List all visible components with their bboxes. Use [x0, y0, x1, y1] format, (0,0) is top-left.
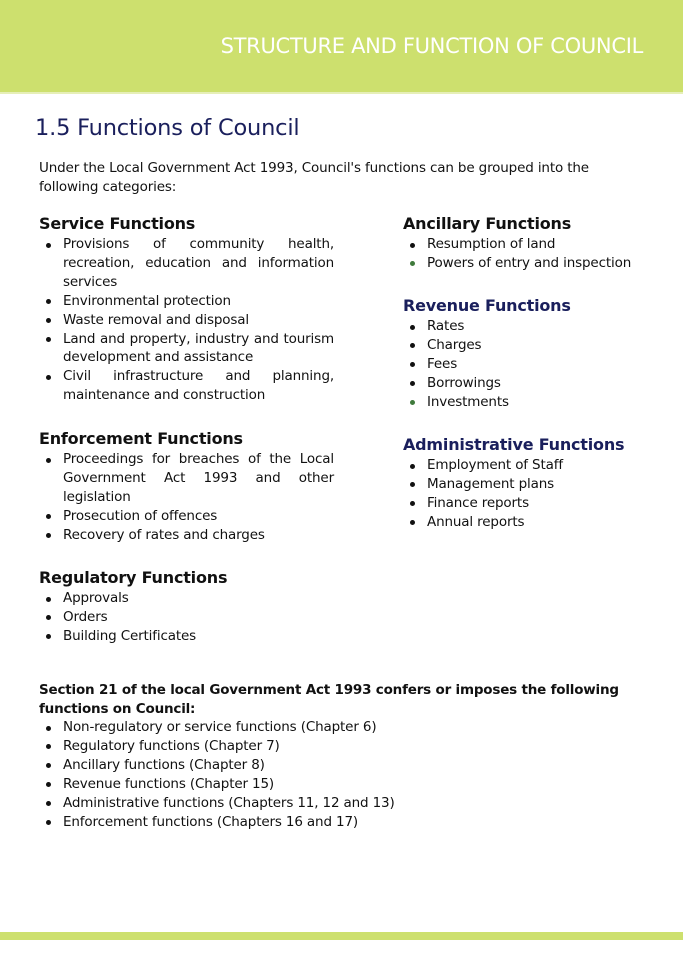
list-item: Powers of entry and inspection [427, 254, 663, 273]
list-item: Investments [427, 393, 663, 412]
page-header-title: STRUCTURE AND FUNCTION OF COUNCIL [220, 34, 643, 58]
list-item: Resumption of land [427, 235, 663, 254]
list-item: Borrowings [427, 374, 663, 393]
list-item: Regulatory functions (Chapter 7) [63, 737, 649, 756]
list-item: Provisions of community health, recreation, education and information services [63, 236, 334, 290]
list-item: Approvals [63, 589, 334, 608]
revenue-functions-list [403, 317, 663, 412]
enforcement-functions-block [39, 429, 334, 545]
list-item: Building Certificates [63, 627, 334, 646]
list-item: Land and property, industry and tourism development and assistance [63, 330, 334, 366]
list-item: Charges [427, 336, 663, 355]
list-item: Employment of Staff [427, 456, 663, 475]
regulatory-functions-heading: Regulatory Functions [39, 568, 228, 587]
service-functions-heading: Service Functions [39, 214, 196, 233]
list-item: Enforcement functions (Chapters 16 and 17) [63, 813, 649, 832]
section21-block [39, 718, 649, 831]
list-item: Administrative functions (Chapters 11, 12 and 13) [63, 794, 649, 813]
ancillary-functions-list [403, 235, 663, 273]
list-item: Prosecution of offences [63, 507, 334, 526]
regulatory-functions-block [39, 568, 334, 646]
administrative-functions-block [403, 435, 663, 532]
administrative-functions-heading: Administrative Functions [403, 435, 625, 454]
administrative-functions-list [403, 456, 663, 532]
service-functions-list [39, 235, 334, 405]
list-item: Civil infrastructure and planning, maintenance and construction [63, 368, 334, 404]
list-item: Management plans [427, 475, 663, 494]
list-item: Ancillary functions (Chapter 8) [63, 756, 649, 775]
list-item: Fees [427, 355, 663, 374]
list-item: Proceedings for breaches of the Local Government Act 1993 and other legislation [63, 451, 334, 505]
section21-list [39, 718, 649, 831]
list-item: Annual reports [427, 513, 663, 532]
list-item: Orders [63, 608, 334, 627]
ancillary-functions-heading: Ancillary Functions [403, 214, 572, 233]
section21-heading: Section 21 of the local Government Act 1993 confers or imposes the following functions on Council: [39, 682, 619, 717]
list-item: Finance reports [427, 494, 663, 513]
ancillary-functions-block [403, 214, 663, 273]
list-item: Waste removal and disposal [63, 311, 334, 330]
list-item: Non-regulatory or service functions (Chapter 6) [63, 718, 649, 737]
revenue-functions-heading: Revenue Functions [403, 296, 571, 315]
list-item: Recovery of rates and charges [63, 526, 334, 545]
service-functions-block [39, 214, 334, 405]
list-item: Revenue functions (Chapter 15) [63, 775, 649, 794]
footer-band [0, 932, 683, 940]
intro-paragraph: Under the Local Government Act 1993, Council's functions can be grouped into the following categories: [39, 160, 589, 195]
section-title: 1.5 Functions of Council [35, 115, 300, 141]
header-divider [0, 92, 683, 94]
enforcement-functions-heading: Enforcement Functions [39, 429, 243, 448]
list-item: Rates [427, 317, 663, 336]
regulatory-functions-list [39, 589, 334, 646]
enforcement-functions-list [39, 450, 334, 545]
list-item: Environmental protection [63, 292, 334, 311]
revenue-functions-block [403, 296, 663, 412]
